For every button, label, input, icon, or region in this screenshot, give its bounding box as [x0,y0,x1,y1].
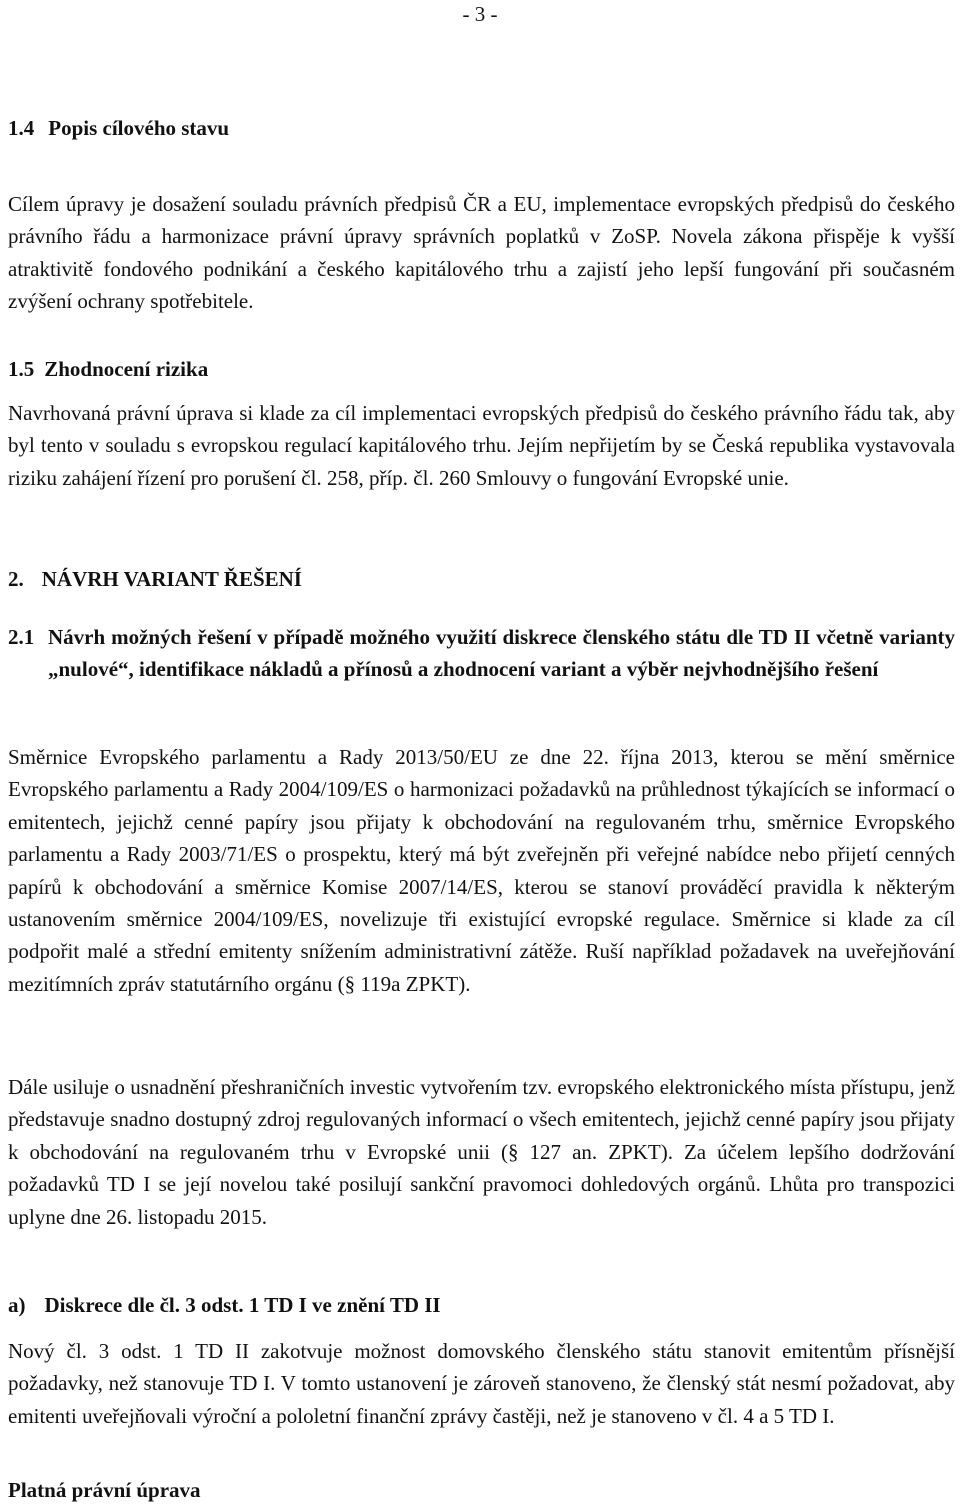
heading-2-1-title: Návrh možných řešení v případě možného využití diskrece členského státu dle TD II včetně varianty „nulové“, identifikace nákladů a přínosů a zhodnocení variant a výběr nejvhodnějšího řešení [48,625,955,681]
heading-1-5-title: Zhodnocení rizika [44,357,209,381]
heading-1-4-title: Popis cílového stavu [48,116,230,140]
heading-1-4-number: 1.4 [8,116,35,140]
heading-2-title: NÁVRH VARIANT ŘEŠENÍ [41,567,302,591]
heading-1-5-number: 1.5 [8,357,35,381]
heading-1-4 [8,116,955,140]
heading-2-number: 2. [8,567,24,591]
paragraph-smernice: Směrnice Evropského parlamentu a Rady 2013/50/EU ze dne 22. října 2013, kterou se mění směrnice Evropského parlamentu a Rady 2004/109/ES o harmonizaci požadavků na průhlednost týkajících se informací o emitentech, jejichž cenné papíry jsou přijaty k obchodování na regulovaném trhu, směrnice Evropského parlamentu a Rady 2003/71/ES o prospektu, který má být zveřejněn při veřejné nabídce nebo přijetí cenných papírů k obchodování a směrnice Komise 2007/14/ES, kterou se stanoví prováděcí pravidla k některým ustanovením směrnice 2004/109/ES, novelizuje tři existující evropské regulace. Směrnice si klade za cíl podpořit malé a střední emitenty snížením administrativní zátěže. Ruší například požadavek na uveřejňování mezitímních zpráv statutárního orgánu (§ 119a ZPKT). [8,745,955,996]
page-number: - 3 - [462,2,498,26]
paragraph-novy-cl: Nový čl. 3 odst. 1 TD II zakotvuje možnost domovského členského státu stanovit emitentům přísnější požadavky, než stanovuje TD I. V tomto ustanovení je zároveň stanoveno, že členský stát nesmí požadovat, aby emitenti uveřejňovali výroční a pololetní finanční zprávy častěji, než je stanoveno v čl. 4 a 5 TD I. [8,1339,955,1428]
paragraph-dale-usiluje: Dále usiluje o usnadnění přeshraničních investic vytvořením tzv. evropského elektronického místa přístupu, jenž představuje snadno dostupný zdroj regulovaných informací o všech emitentech, jejichž cenné papíry jsou přijaty k obchodování na regulovaném trhu v Evropské unii (§ 127 an. ZPKT). Za účelem lepšího dodržování požadavků TD I se její novelou také posilují sankční pravomoci dohledových orgánů. Lhůta pro transpozici uplyne dne 26. listopadu 2015. [8,1075,955,1229]
heading-a-title: Diskrece dle čl. 3 odst. 1 TD I ve znění TD II [44,1293,441,1317]
heading-2-1 [8,621,955,685]
heading-platna-pravni-uprava: Platná právní úprava [8,1478,201,1502]
heading-a [8,1293,955,1317]
paragraph-zhodnoceni-rizika: Navrhovaná právní úprava si klade za cíl implementaci evropských předpisů do českého právního řádu tak, aby byl tento v souladu s evropskou regulací kapitálového trhu. Jejím nepřijetím by se Česká republika vystavovala riziku zahájení řízení pro porušení čl. 258, příp. čl. 260 Smlouvy o fungování Evropské unie. [8,401,955,490]
heading-2-1-number: 2.1 [8,625,35,649]
heading-2 [8,567,955,591]
heading-1-5 [8,357,955,381]
heading-a-number: a) [8,1293,26,1317]
paragraph-cil-upravy: Cílem úpravy je dosažení souladu právních předpisů ČR a EU, implementace evropských předpisů do českého právního řádu a harmonizace právní úpravy správních poplatků v ZoSP. Novela zákona přispěje k vyšší atraktivitě fondového podnikání a českého kapitálového trhu a zajistí jeho lepší fungování při současném zvýšení ochrany spotřebitele. [8,192,955,314]
